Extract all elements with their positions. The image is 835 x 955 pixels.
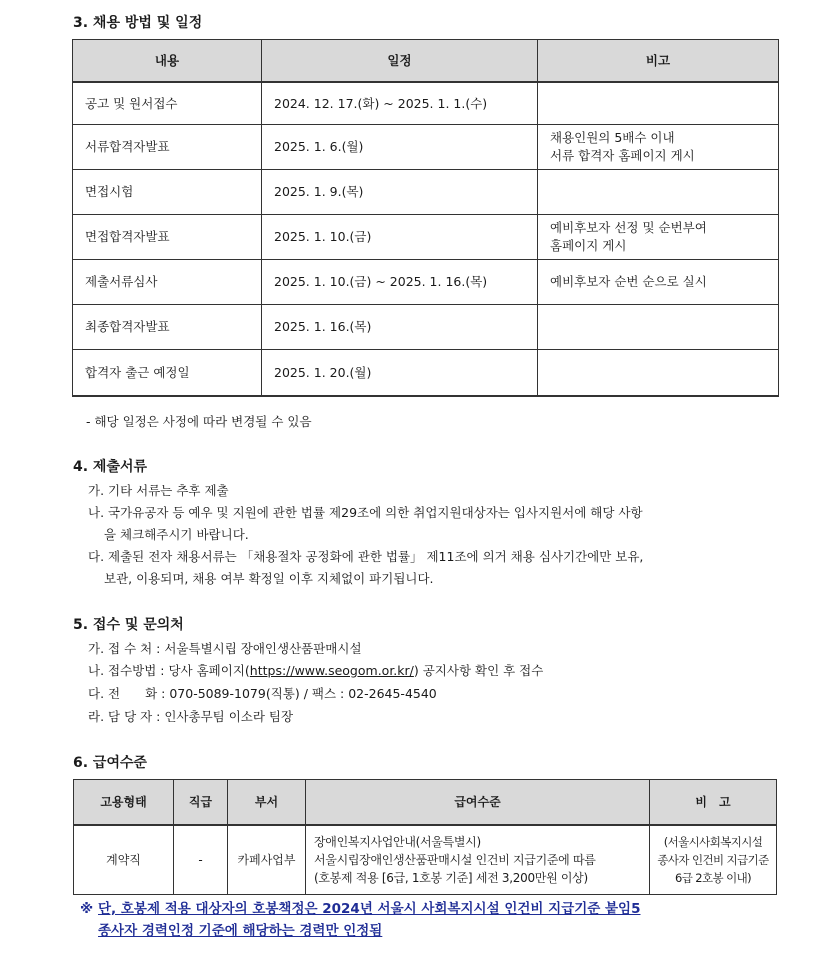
row-item: 공고 및 원서접수 (73, 82, 262, 125)
row-note (538, 170, 779, 215)
contact-method: 나. 접수방법 : 당사 홈페이지(https://www.seogom.or.kr/) 공지사항 확인 후 접수 (88, 663, 544, 678)
doc-item-na-cont: 을 체크해주시기 바랍니다. (104, 527, 249, 542)
contact-person: 라. 담 당 자 : 인사총무팀 이소라 팀장 (88, 709, 294, 724)
header-remarks: 비고 (538, 40, 779, 83)
row-item: 제출서류심사 (73, 260, 262, 305)
row-note: 채용인원의 5배수 이내 서류 합격자 홈페이지 게시 (538, 125, 779, 170)
row-item: 합격자 출근 예정일 (73, 350, 262, 397)
salary-notice (80, 898, 780, 942)
doc-item-da: 다. 제출된 전자 채용서류는 「채용절차 공정화에 관한 법률」 제11조에 의거 채용 심사기간에만 보유, (88, 549, 644, 564)
doc-item-ga: 가. 기타 서류는 추후 제출 (88, 483, 229, 498)
row-date: 2025. 1. 16.(목) (262, 305, 538, 350)
row-date: 2025. 1. 9.(목) (262, 170, 538, 215)
row-date: 2025. 1. 20.(월) (262, 350, 538, 397)
row-note (538, 350, 779, 397)
notice-line-1: 단, 호봉제 적용 대상자의 호봉책정은 2024년 서울시 사회복지시설 인건비 지급기준 붙임5 (98, 901, 641, 917)
table-row (73, 215, 779, 260)
row-date: 2025. 1. 10.(금) ~ 2025. 1. 16.(목) (262, 260, 538, 305)
row-date: 2025. 1. 6.(월) (262, 125, 538, 170)
grade: - (174, 825, 228, 895)
section4-title: 4. 제출서류 (73, 459, 148, 475)
table-row (73, 170, 779, 215)
row-note (538, 82, 779, 125)
contact-office: 가. 접 수 처 : 서울특별시립 장애인생산품판매시설 (88, 641, 362, 656)
row-note (538, 305, 779, 350)
table-row (73, 125, 779, 170)
pay-remarks: (서울시사회복지시설 종사자 인건비 지급기준 6급 2호봉 이내) (650, 825, 777, 895)
section3-title: 3. 채용 방법 및 일정 (73, 15, 203, 31)
row-note: 예비후보자 선정 및 순번부여 홈페이지 게시 (538, 215, 779, 260)
table-row (73, 350, 779, 397)
header-grade: 직급 (174, 780, 228, 826)
schedule-table (72, 39, 779, 397)
section5-title: 5. 접수 및 문의처 (73, 617, 184, 633)
department: 카페사업부 (228, 825, 306, 895)
row-date: 2024. 12. 17.(화) ~ 2025. 1. 1.(수) (262, 82, 538, 125)
header-content: 내용 (73, 40, 262, 83)
table-row (73, 82, 779, 125)
header-pay-level: 급여수준 (306, 780, 650, 826)
homepage-link[interactable]: https://www.seogom.or.kr/ (249, 663, 414, 678)
salary-header-row (74, 780, 777, 826)
row-item: 서류합격자발표 (73, 125, 262, 170)
schedule-footnote: - 해당 일정은 사정에 따라 변경될 수 있음 (86, 414, 312, 429)
salary-table (73, 779, 777, 895)
doc-item-da-cont: 보관, 이용되며, 채용 여부 확정일 이후 지체없이 파기됩니다. (104, 571, 434, 586)
row-date: 2025. 1. 10.(금) (262, 215, 538, 260)
table-row (74, 825, 777, 895)
row-item: 면접합격자발표 (73, 215, 262, 260)
row-note: 예비후보자 순번 순으로 실시 (538, 260, 779, 305)
contact-phone: 다. 전 화 : 070-5089-1079(직통) / 팩스 : 02-2645-4540 (88, 686, 437, 701)
header-department: 부서 (228, 780, 306, 826)
notice-symbol: ※ (80, 901, 94, 917)
header-schedule: 일정 (262, 40, 538, 83)
table-row (73, 305, 779, 350)
header-employment-type: 고용형태 (74, 780, 174, 826)
pay-level: 장애인복지사업안내(서울특별시) 서울시립장애인생산품판매시설 인건비 지급기준에 따름 (호봉제 적용 [6급, 1호봉 기준] 세전 3,200만원 이상) (306, 825, 650, 895)
row-item: 최종합격자발표 (73, 305, 262, 350)
notice-line-2: 종사자 경력인정 기준에 해당하는 경력만 인정됨 (98, 923, 383, 939)
header-remarks: 비 고 (650, 780, 777, 826)
table-row (73, 260, 779, 305)
doc-item-na: 나. 국가유공자 등 예우 및 지원에 관한 법률 제29조에 의한 취업지원대상자는 입사지원서에 해당 사항 (88, 505, 643, 520)
employment-type: 계약직 (74, 825, 174, 895)
row-item: 면접시험 (73, 170, 262, 215)
schedule-header-row (73, 40, 779, 83)
section6-title: 6. 급여수준 (73, 755, 148, 771)
